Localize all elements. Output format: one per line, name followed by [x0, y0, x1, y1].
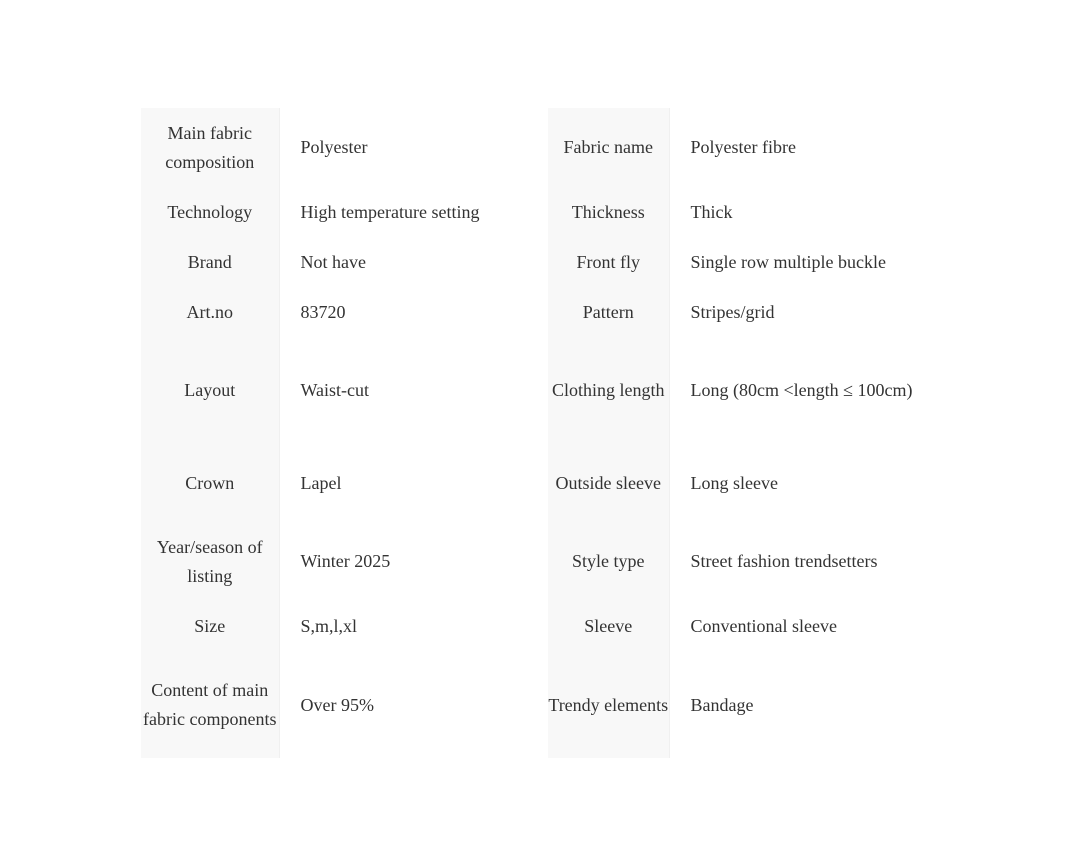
spec-label: Art.no	[141, 287, 279, 337]
table-row	[141, 652, 943, 758]
spec-label: Size	[141, 601, 279, 652]
spec-label: Content of main fabric components	[141, 652, 279, 758]
spec-value: Over 95%	[300, 694, 374, 715]
spec-label: Trendy elements	[548, 652, 669, 758]
spec-label: Main fabric composition	[141, 108, 279, 187]
spec-label: Style type	[548, 522, 669, 601]
spec-value: S,m,l,xl	[300, 616, 358, 636]
spec-value: Bandage	[690, 694, 754, 715]
table-row	[141, 444, 943, 522]
spec-value: Long (80cm <length ≤ 100cm)	[690, 380, 913, 400]
spec-label: Thickness	[548, 187, 669, 237]
table-row	[141, 237, 943, 287]
spec-value: Lapel	[300, 472, 342, 493]
table-row	[141, 108, 943, 187]
table-row	[141, 337, 943, 444]
spec-label: Crown	[141, 444, 279, 522]
spec-label: Fabric name	[548, 108, 669, 187]
spec-value: Not have	[300, 251, 366, 272]
spec-label: Pattern	[548, 287, 669, 337]
spec-value: High temperature setting	[300, 201, 480, 222]
table-row	[141, 601, 943, 652]
spec-value: Polyester fibre	[690, 137, 796, 157]
spec-label: Outside sleeve	[548, 444, 669, 522]
spec-value: Thick	[690, 201, 733, 222]
spec-value: Long sleeve	[690, 472, 778, 493]
spec-label: Clothing length	[548, 337, 669, 444]
spec-label: Front fly	[548, 237, 669, 287]
spec-value: Stripes/grid	[690, 301, 775, 322]
spec-value: Conventional sleeve	[690, 616, 837, 636]
spec-label: Brand	[141, 237, 279, 287]
spec-value: Waist-cut	[300, 380, 370, 400]
product-spec-table	[141, 108, 943, 758]
spec-label: Year/season of listing	[141, 522, 279, 601]
table-row	[141, 187, 943, 237]
spec-label: Layout	[141, 337, 279, 444]
spec-label: Sleeve	[548, 601, 669, 652]
spec-value: Polyester	[300, 137, 368, 157]
table-row	[141, 287, 943, 337]
spec-value: Street fashion trendsetters	[690, 551, 878, 571]
table-row	[141, 522, 943, 601]
spec-label: Technology	[141, 187, 279, 237]
spec-value: 83720	[300, 301, 346, 322]
spec-value: Winter 2025	[300, 551, 391, 571]
spec-value: Single row multiple buckle	[690, 251, 886, 272]
